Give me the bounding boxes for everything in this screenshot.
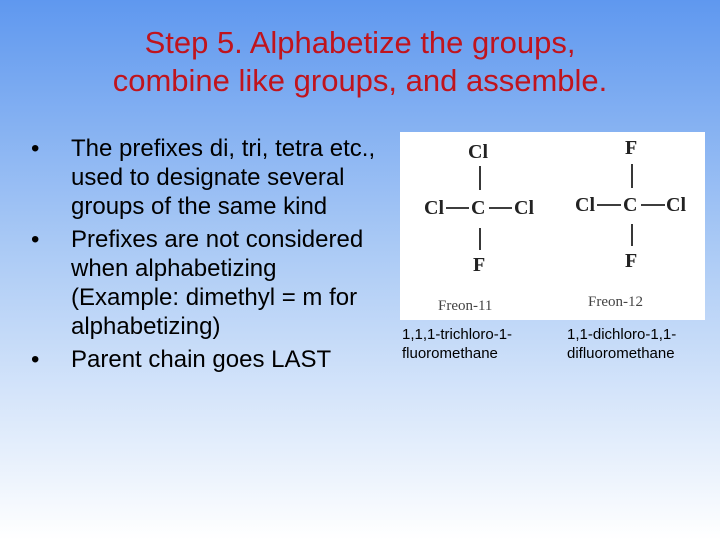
title-line-1: Step 5. Alphabetize the groups,: [144, 25, 576, 60]
freon-12-structure: [575, 137, 686, 310]
freon11-center-atom: C: [471, 197, 486, 219]
title-line-2: combine like groups, and assemble.: [112, 63, 608, 98]
structural-formulas-image: [400, 132, 705, 320]
bullet-list: [28, 134, 388, 378]
freon12-top-atom: F: [625, 137, 638, 159]
structures-svg: [400, 132, 705, 320]
freon11-label: Freon-11: [438, 298, 493, 314]
freon12-caption: 1,1-dichloro-1,1-difluoromethane: [567, 326, 677, 362]
freon-11-structure: [424, 141, 534, 314]
freon12-label: Freon-12: [588, 294, 643, 310]
freon12-center-atom: C: [623, 194, 638, 216]
freon11-right-atom: Cl: [514, 197, 534, 219]
bullet-item: • Parent chain goes LAST: [28, 345, 388, 374]
freon12-left-atom: Cl: [575, 194, 595, 216]
bullet-item: • Prefixes are not considered when alphabetizing (Example: dimethyl = m for alphabetizing): [28, 225, 388, 341]
slide-title: [20, 24, 700, 100]
freon11-top-atom: Cl: [468, 141, 488, 163]
freon11-caption: 1,1,1-trichloro-1-fluoromethane: [402, 326, 513, 362]
freon11-left-atom: Cl: [424, 197, 444, 219]
freon12-right-atom: Cl: [666, 194, 686, 216]
freon11-bottom-atom: F: [473, 254, 486, 276]
bullet-item: • The prefixes di, tri, tetra etc., used to designate several groups of the same kind: [28, 134, 388, 221]
freon12-bottom-atom: F: [625, 250, 638, 272]
